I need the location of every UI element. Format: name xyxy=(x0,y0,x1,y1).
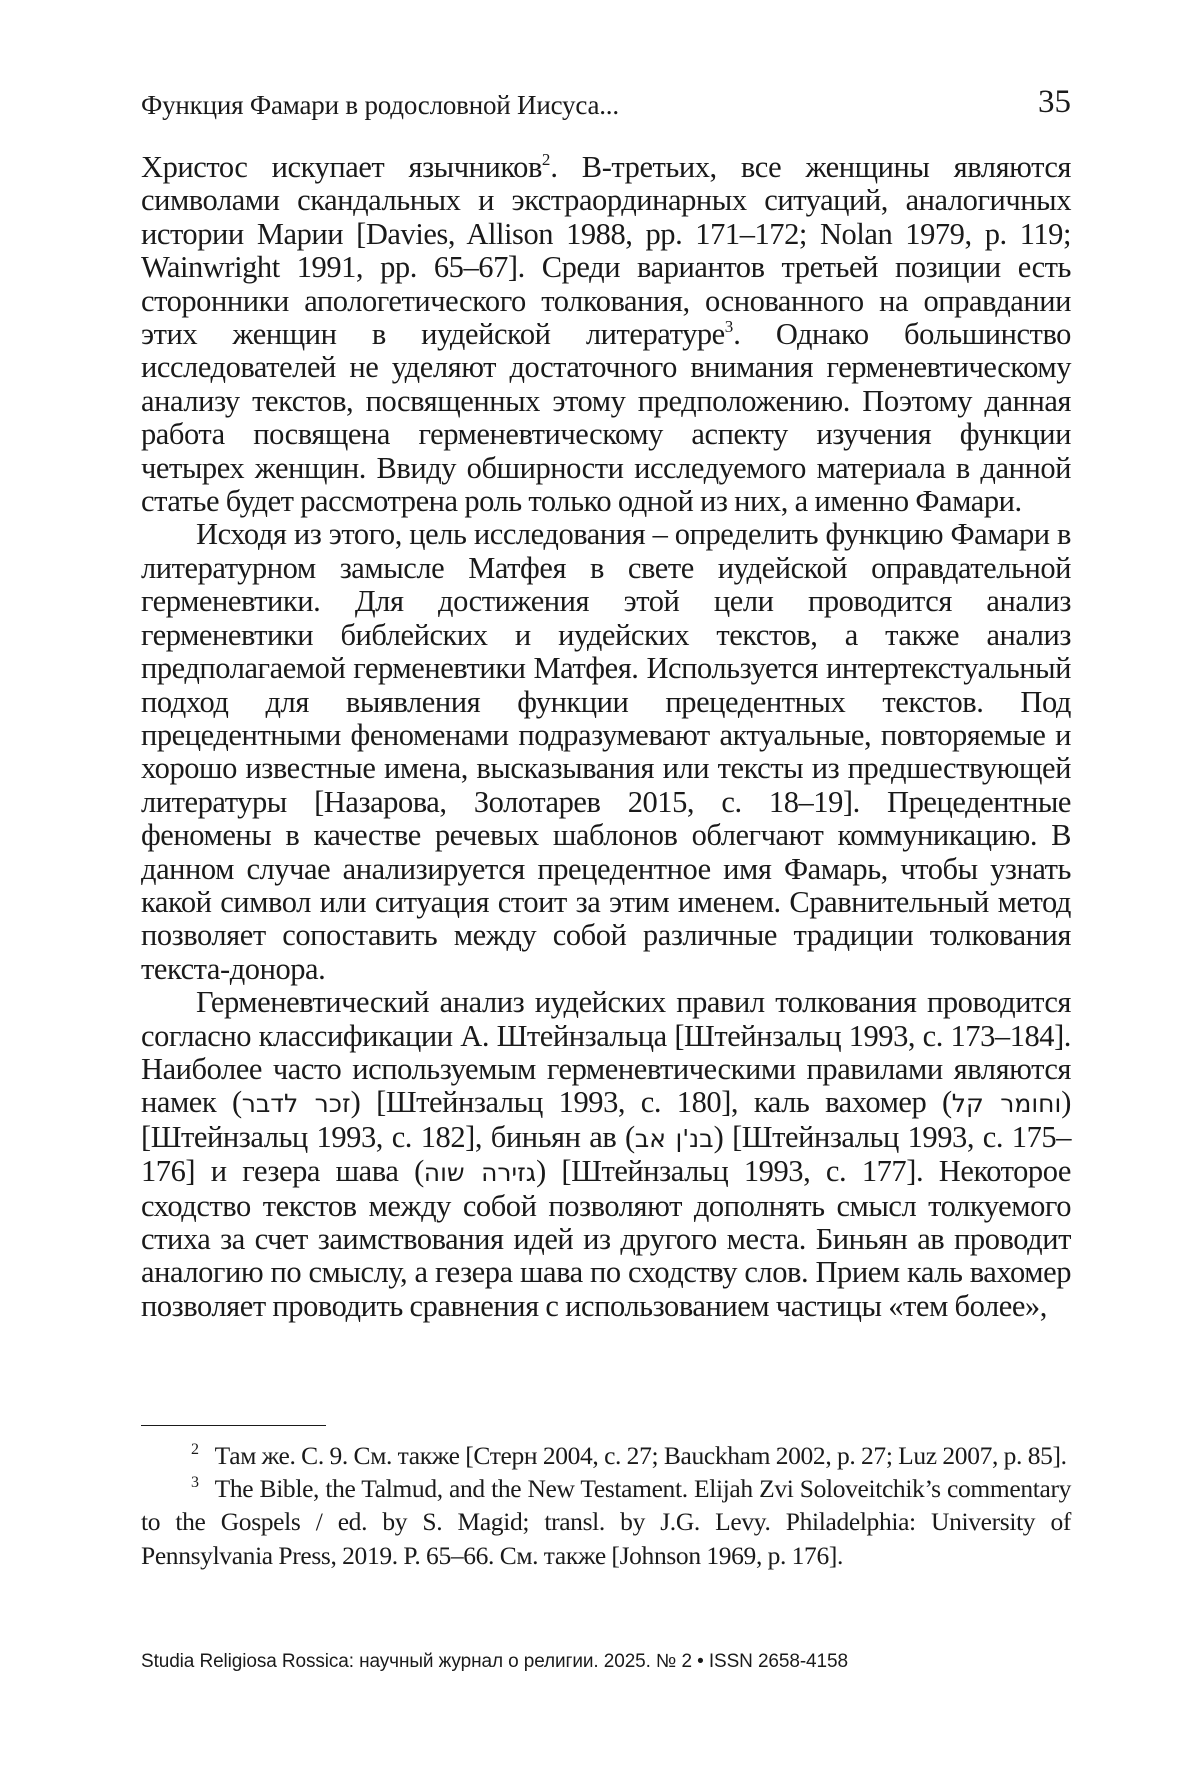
paragraph-3-part-2: ) [Штейнзальц 1993, с. 180], каль вахомер ( xyxy=(350,1085,952,1120)
hebrew-term-binyan-av: בנ'ן אב xyxy=(634,1123,714,1153)
footnote-3-text: The Bible, the Talmud, and the New Testament. Elijah Zvi Soloveitchik’s commentary to the Gospels / ed. by S. Magid; transl. by J.G. Levy. Philadelphia: University of Pennsylvania Press, 2019. P. 65–66. См. также [Johnson 1969, p. 176]. xyxy=(141,1474,1071,1570)
footnote-separator xyxy=(141,1425,326,1426)
running-title: Функция Фамари в родословной Иисуса... xyxy=(141,90,619,120)
main-text xyxy=(141,151,1071,1323)
hebrew-term-zecher-ledavar: זכר לדבר xyxy=(241,1089,351,1119)
footnote-3-number: 3 xyxy=(191,1474,199,1492)
paragraph-3-part-3: ) [Штейнзальц 1993, с. 182], биньян ав ( xyxy=(141,1085,1071,1154)
paragraph-1-part-3: . Однако большинство исследователей не уделяют достаточного внимания герменевтическому анализу текстов, посвященных этому предположению. Поэтому данная работа посвящена герменевтическому аспекту изучения функции четырех женщин. Ввиду обширности исследуемого материала в данной статье будет рассмотрена роль только одной из них, а именно Фамари. xyxy=(141,317,1071,519)
footnote-reference-3[interactable]: 3 xyxy=(724,317,734,337)
paragraph-3 xyxy=(141,986,1071,1323)
footnote-2-text: Там же. С. 9. См. также [Стерн 2004, с. 27; Bauckham 2002, p. 27; Luz 2007, p. 85]. xyxy=(214,1441,1067,1470)
paragraph-1 xyxy=(141,151,1071,518)
footnote-reference-2[interactable]: 2 xyxy=(541,150,551,169)
paragraph-2: Исходя из этого, цель исследования – определить функцию Фамари в литературном замысле Матфея в свете иудейской оправдательной герменевтики. Для достижения этой цели проводится анализ герменевтики библейских и иудейских текстов, а также анализ предполагаемой герменевтики Матфея. Используется интертекстуальный подход для выявления функции прецедентных текстов. Под прецедентными феноменами подразумевают актуальные, повторяемые и хорошо известные имена, высказывания или тексты из предшествующей литературы [Назарова, Золотарев 2015, с. 18–19]. Прецедентные феномены в качестве речевых шаблонов облегчают коммуникацию. В данном случае анализируется прецедентное имя Фамарь, чтобы узнать какой символ или ситуация стоит за этим именем. Сравнительный метод позволяет сопоставить между собой различные традиции толкования текста-донора. xyxy=(141,517,1071,986)
hebrew-term-gezera-shava: גזירה שוה xyxy=(423,1158,537,1188)
hebrew-term-kal-vachomer: וחומר קל xyxy=(951,1089,1062,1119)
footnote-3 xyxy=(141,1472,1071,1572)
paragraph-3-part-5: ) [Штейнзальц 1993, с. 177]. Некоторое сходство текстов между собой позволяют дополнять смысл толкуемого стиха за счет заимствования идей из другого места. Биньян ав проводит аналогию по смыслу, а гезера шава по сходству слов. Прием каль вахомер позволяет проводить сравнения с использованием частицы «тем более», xyxy=(141,1154,1071,1323)
paragraph-3-part-4: ) [Штейнзальц 1993, с. 175–176] и гезера шава ( xyxy=(141,1119,1071,1189)
footnote-2-number: 2 xyxy=(191,1441,199,1458)
journal-footer: Studia Religiosa Rossica: научный журнал о религии. 2025. № 2 • ISSN 2658-4158 xyxy=(141,1651,848,1672)
paragraph-3-part-1: Герменевтический анализ иудейских правил толкования проводится согласно классификации А. Штейнзальца [Штейнзальц 1993, с. 173–184]. Наиболее часто используемым герменевтическими правилами являются намек ( xyxy=(141,985,1071,1120)
paragraph-1-part-1: Христос искупает язычников xyxy=(141,150,542,184)
page-number: 35 xyxy=(1038,84,1071,120)
document-page xyxy=(141,0,1071,1780)
footnote-2 xyxy=(141,1439,1071,1472)
paragraph-1-part-2: . В-третьих, все женщины являются символами скандальных и экстраординарных ситуаций, аналогичных истории Марии [Davies, Allison 1988, pp. 171–172; Nolan 1979, p. 119; Wainwright 1991, pp. 65–67]. Среди вариантов третьей позиции есть сторонники апологетического толкования, основанного на оправдании этих женщин в иудейской литературе xyxy=(141,150,1071,352)
footnotes xyxy=(141,1439,1071,1572)
running-header xyxy=(141,84,1071,124)
